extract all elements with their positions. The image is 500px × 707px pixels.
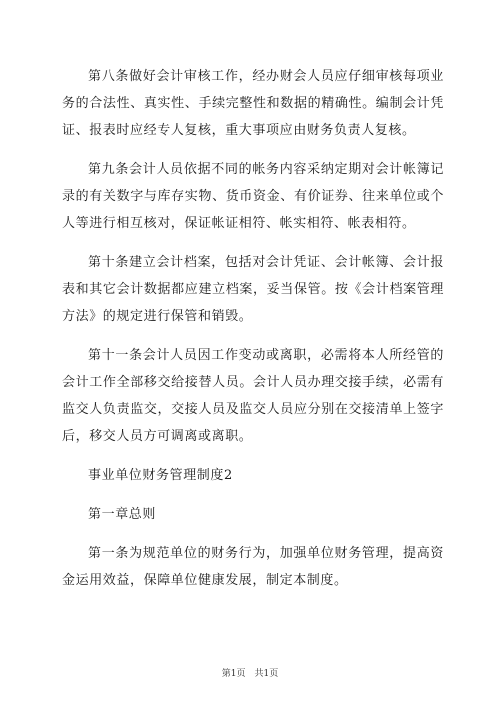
section-title: 事业单位财务管理制度2 (88, 468, 233, 483)
paragraph-article-9: 第九条会计人员依据不同的帐务内容采纳定期对会计帐簿记录的有关数字与库存实物、货币资金、有价证券、往来单位或个人等进行相互核对，保证帐证相符、帐实相符、帐表相符。 (62, 162, 444, 231)
chapter-title: 第一章总则 (88, 507, 157, 522)
paragraph-article-8: 第八条做好会计审核工作，经办财会人员应仔细审核每项业务的合法性、真实性、手续完整性和数据的精确性。编制会计凭证、报表时应经专人复核，重大事项应由财务负责人复核。 (62, 69, 444, 138)
paragraph-article-11: 第十一条会计人员因工作变动或离职，必需将本人所经管的会计工作全部移交给接替人员。会计人员办理交接手续，必需有监交人负责监交，交接人员及监交人员应分别在交接清单上签字后，移交人员方可调离或离职。 (62, 348, 444, 444)
paragraph-article-1: 第一条为规范单位的财务行为，加强单位财务管理，提高资金运用效益，保障单位健康发展，制定本制度。 (62, 546, 444, 588)
paragraph-article-10: 第十条建立会计档案，包括对会计凭证、会计帐簿、会计报表和其它会计数据都应建立档案，妥当保管。按《会计档案管理方法》的规定进行保管和销毁。 (62, 255, 444, 324)
page-number-footer: 第1页 共1页 (221, 669, 279, 679)
document-body (62, 63, 444, 606)
